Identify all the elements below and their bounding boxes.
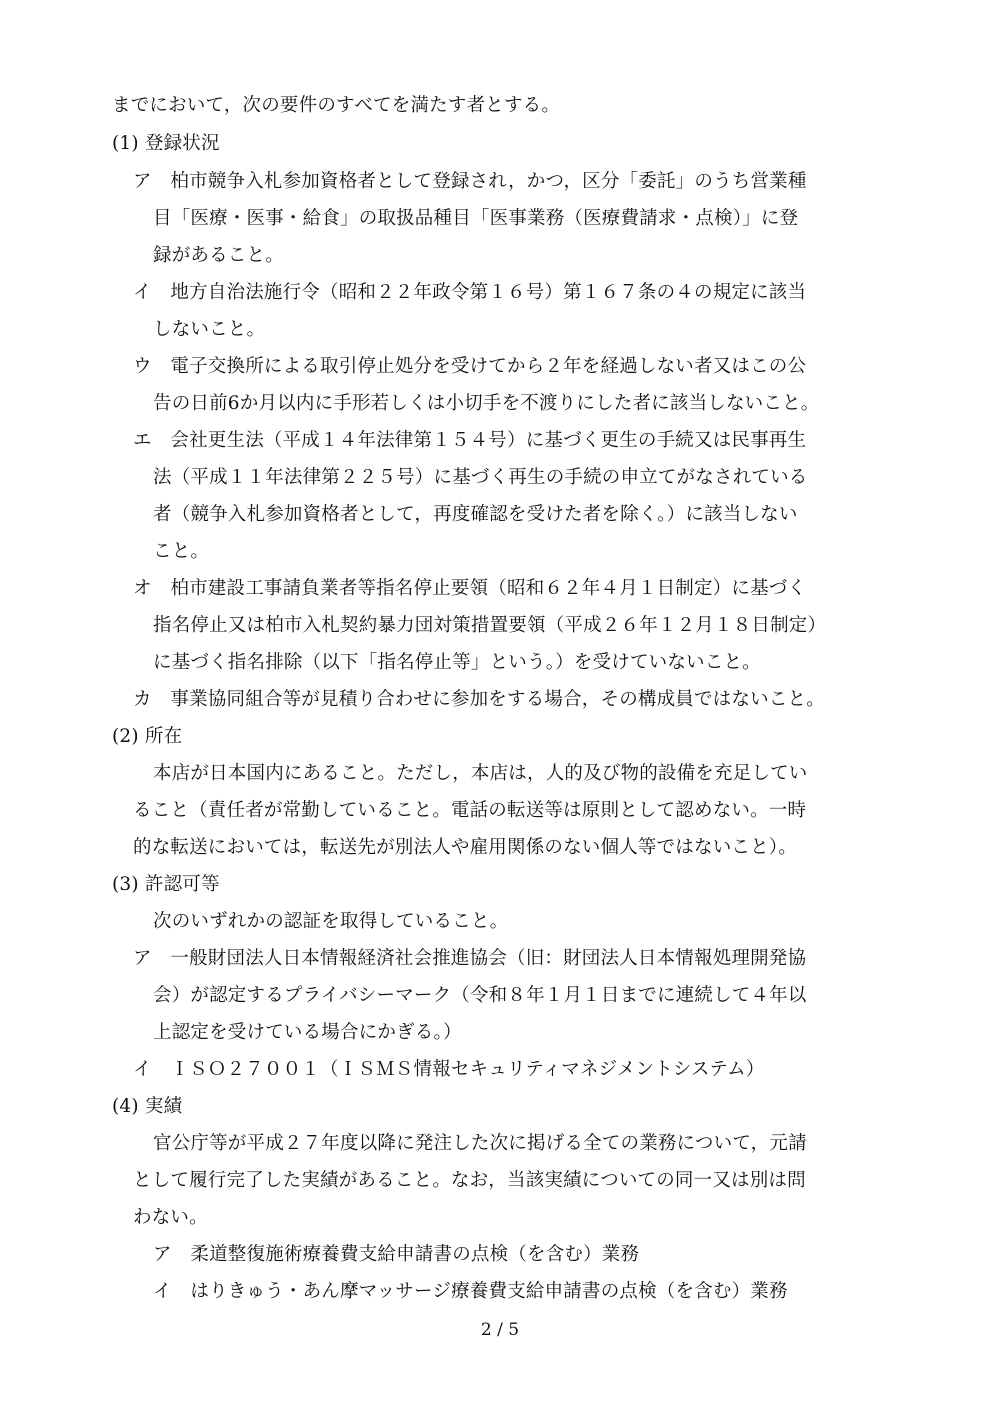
text-line: イ はりきゅう・あん摩マッサージ療養費支給申請書の点検（を含む）業務 (153, 1281, 788, 1302)
text-line: 目「医療・医事・給食」の取扱品種目「医事業務（医療費請求・点検）」に登 (153, 208, 799, 229)
text-line: わない。 (133, 1207, 208, 1228)
text-line: しないこと。 (153, 319, 266, 340)
text-line: 者（競争入札参加資格者として，再度確認を受けた者を除く。）に該当しない (153, 504, 798, 525)
text-line: に基づく指名排除（以下「指名停止等」という。）を受けていないこと。 (153, 652, 761, 673)
text-line: 法（平成１１年法律第２２５号）に基づく再生の手続の申立てがなされている (153, 467, 808, 488)
text-line: ること（責任者が常勤していること。電話の転送等は原則として認めない。一時 (133, 800, 807, 821)
text-line: イ 地方自治法施行令（昭和２２年政令第１６号）第１６７条の４の規定に該当 (133, 282, 807, 303)
text-line: オ 柏市建設工事請負業者等指名停止要領（昭和６２年４月１日制定）に基づく (133, 578, 807, 599)
text-line: 官公庁等が平成２７年度以降に発注した次に掲げる全ての業務について，元請 (153, 1133, 807, 1154)
text-line: ア 一般財団法人日本情報経済社会推進協会（旧：財団法人日本情報処理開発協 (133, 948, 807, 969)
text-line: 本店が日本国内にあること。ただし，本店は，人的及び物的設備を充足してい (153, 763, 808, 784)
text-line: 指名停止又は柏市入札契約暴力団対策措置要領（平成２６年１２月１８日制定） (153, 615, 827, 636)
page-number: 2 / 5 (480, 1320, 520, 1340)
text-line: 告の日前6か月以内に手形若しくは小切手を不渡りにした者に該当しないこと。 (153, 393, 820, 414)
text-line: 次のいずれかの認証を取得していること。 (153, 911, 509, 932)
text-line: ウ 電子交換所による取引停止処分を受けてから２年を経過しない者又はこの公 (133, 356, 807, 377)
text-line: エ 会社更生法（平成１４年法律第１５４号）に基づく更生の手続又は民事再生 (133, 430, 807, 451)
text-line: ア 柔道整復施術療養費支給申請書の点検（を含む）業務 (153, 1244, 640, 1265)
text-line: 上認定を受けている場合にかぎる。） (153, 1022, 462, 1043)
section-heading: (4) 実績 (112, 1096, 183, 1117)
text-line: カ 事業協同組合等が見積り合わせに参加をする場合，その構成員ではないこと。 (133, 689, 825, 710)
section-heading: (1) 登録状況 (112, 133, 220, 154)
text-line: までにおいて，次の要件のすべてを満たす者とする。 (112, 95, 561, 116)
text-line: 録があること。 (153, 245, 284, 266)
text-line: として履行完了した実績があること。なお，当該実績についての同一又は別は問 (133, 1170, 806, 1191)
text-line: こと。 (153, 541, 210, 562)
text-line: 的な転送においては，転送先が別法人や雇用関係のない個人等ではないこと）。 (133, 837, 797, 858)
section-heading: (3) 許認可等 (112, 874, 220, 895)
text-line: 会）が認定するプライバシーマーク（令和８年１月１日までに連続して４年以 (153, 985, 807, 1006)
section-heading: (2) 所在 (112, 726, 183, 747)
text-line: イ ＩＳＯ２７００１（ＩＳＭＳ情報セキュリティマネジメントシステム） (133, 1059, 765, 1080)
text-line: ア 柏市競争入札参加資格者として登録され，かつ，区分「委託」のうち営業種 (133, 171, 807, 192)
